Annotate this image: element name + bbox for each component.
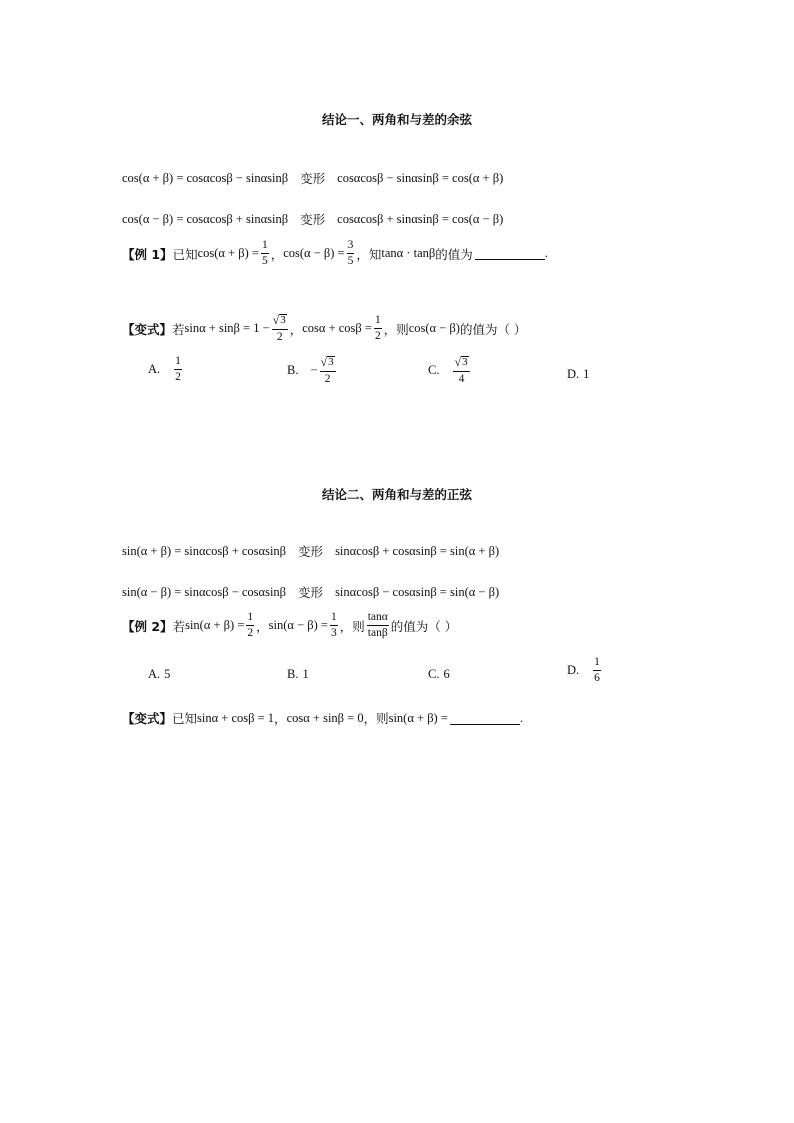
- math-expr: sin(α + β) =: [185, 618, 245, 632]
- option-a[interactable]: A. 5: [148, 667, 171, 681]
- transform-word: 变形: [300, 212, 326, 227]
- example-text: 的值为: [435, 246, 473, 262]
- formula-rhs: sinαcosβ − cosαsinβ = sin(α − β): [335, 584, 500, 599]
- answer-blank[interactable]: [450, 712, 520, 725]
- example-1: [122, 240, 548, 267]
- formula-lhs: cos(α − β) = cosαcosβ + sinαsinβ: [122, 211, 289, 226]
- separator: ，: [274, 711, 287, 726]
- separator: ，则: [363, 711, 389, 726]
- example-tag: 【例 2】: [122, 618, 173, 634]
- math-expr: sinα + sinβ = 1 −: [184, 321, 270, 335]
- variant-text: 已知: [172, 711, 198, 726]
- sqrt-fraction: √ 3 2: [272, 313, 286, 343]
- math-expr: cos(α + β) =: [197, 246, 259, 260]
- math-expr: sin(α − β) =: [268, 618, 328, 632]
- section-1-title: 结论一、两角和与差的余弦: [321, 112, 472, 127]
- variant-text: 的值为（ ）: [459, 321, 527, 337]
- separator: ，: [289, 321, 303, 337]
- option-d[interactable]: D. 1: [567, 367, 590, 381]
- formula-lhs: sin(α + β) = sinαcosβ + cosαsinβ: [122, 543, 287, 558]
- option-c[interactable]: C. 6: [428, 667, 450, 681]
- option-a[interactable]: A. $\frac{1}{2}$: [148, 355, 181, 383]
- transform-word: 变形: [298, 544, 324, 559]
- fraction: $\frac{1}{5}$: [261, 239, 268, 267]
- cos-diff-formula: [122, 210, 503, 228]
- fraction: $\frac{1}{2}$: [247, 611, 254, 639]
- separator: ，知: [356, 246, 382, 262]
- sin-diff-formula: [122, 583, 499, 601]
- variant-tag: 【变式】: [122, 321, 173, 337]
- transform-word: 变形: [298, 585, 324, 600]
- formula-rhs: sinαcosβ + cosαsinβ = sin(α + β): [335, 543, 500, 558]
- variant-1: [122, 314, 526, 343]
- example-tag: 【例 1】: [122, 246, 173, 262]
- fraction: $\frac{3}{5}$: [347, 239, 354, 267]
- fraction: $\frac{1}{2}$: [374, 314, 381, 342]
- formula-lhs: cos(α + β) = cosαcosβ − sinαsinβ: [122, 170, 289, 185]
- formula-lhs: sin(α − β) = sinαcosβ − cosαsinβ: [122, 584, 287, 599]
- separator: ，则: [383, 321, 409, 337]
- example-text: 已知: [172, 246, 198, 262]
- math-expr: tanα · tanβ: [381, 246, 436, 260]
- option-c[interactable]: C. √ 3 4: [428, 355, 468, 385]
- variant-text: 若: [172, 321, 185, 337]
- fraction: $\frac{1}{3}$: [330, 611, 337, 639]
- option-d[interactable]: D. $\frac{1}{6}$: [567, 656, 600, 684]
- section-2-title: 结论二、两角和与差的正弦: [321, 487, 472, 502]
- example-2: [122, 612, 457, 639]
- answer-blank[interactable]: [475, 247, 545, 260]
- formula-rhs: cosαcosβ − sinαsinβ = cos(α + β): [337, 170, 504, 185]
- variant-2: [122, 709, 523, 727]
- variant-tag: 【变式】: [122, 711, 173, 726]
- separator: ，: [256, 618, 269, 634]
- separator: ，则: [339, 618, 365, 634]
- tan-fraction: $\frac{\tan\alpha}{\tan\beta}$: [367, 611, 388, 639]
- math-expr: cosα + cosβ =: [302, 321, 372, 335]
- sin-sum-formula: [122, 542, 499, 560]
- math-expr: sinα + cosβ = 1: [197, 710, 275, 725]
- formula-rhs: cosαcosβ + sinαsinβ = cos(α − β): [337, 211, 504, 226]
- option-b[interactable]: B. 1: [287, 667, 309, 681]
- separator: ，: [270, 246, 284, 262]
- transform-word: 变形: [300, 171, 326, 186]
- math-expr: cosα + sinβ = 0: [286, 710, 364, 725]
- math-expr: cos(α − β) =: [283, 246, 345, 260]
- cos-sum-formula: [122, 169, 503, 187]
- period: .: [544, 246, 548, 260]
- math-expr: cos(α − β): [408, 321, 460, 335]
- example-text: 若: [172, 618, 186, 634]
- math-expr: sin(α + β) =: [388, 710, 448, 725]
- option-b[interactable]: B. − √ 3 2: [287, 355, 334, 385]
- period: .: [519, 710, 524, 725]
- example-text: 的值为（ ）: [390, 618, 458, 634]
